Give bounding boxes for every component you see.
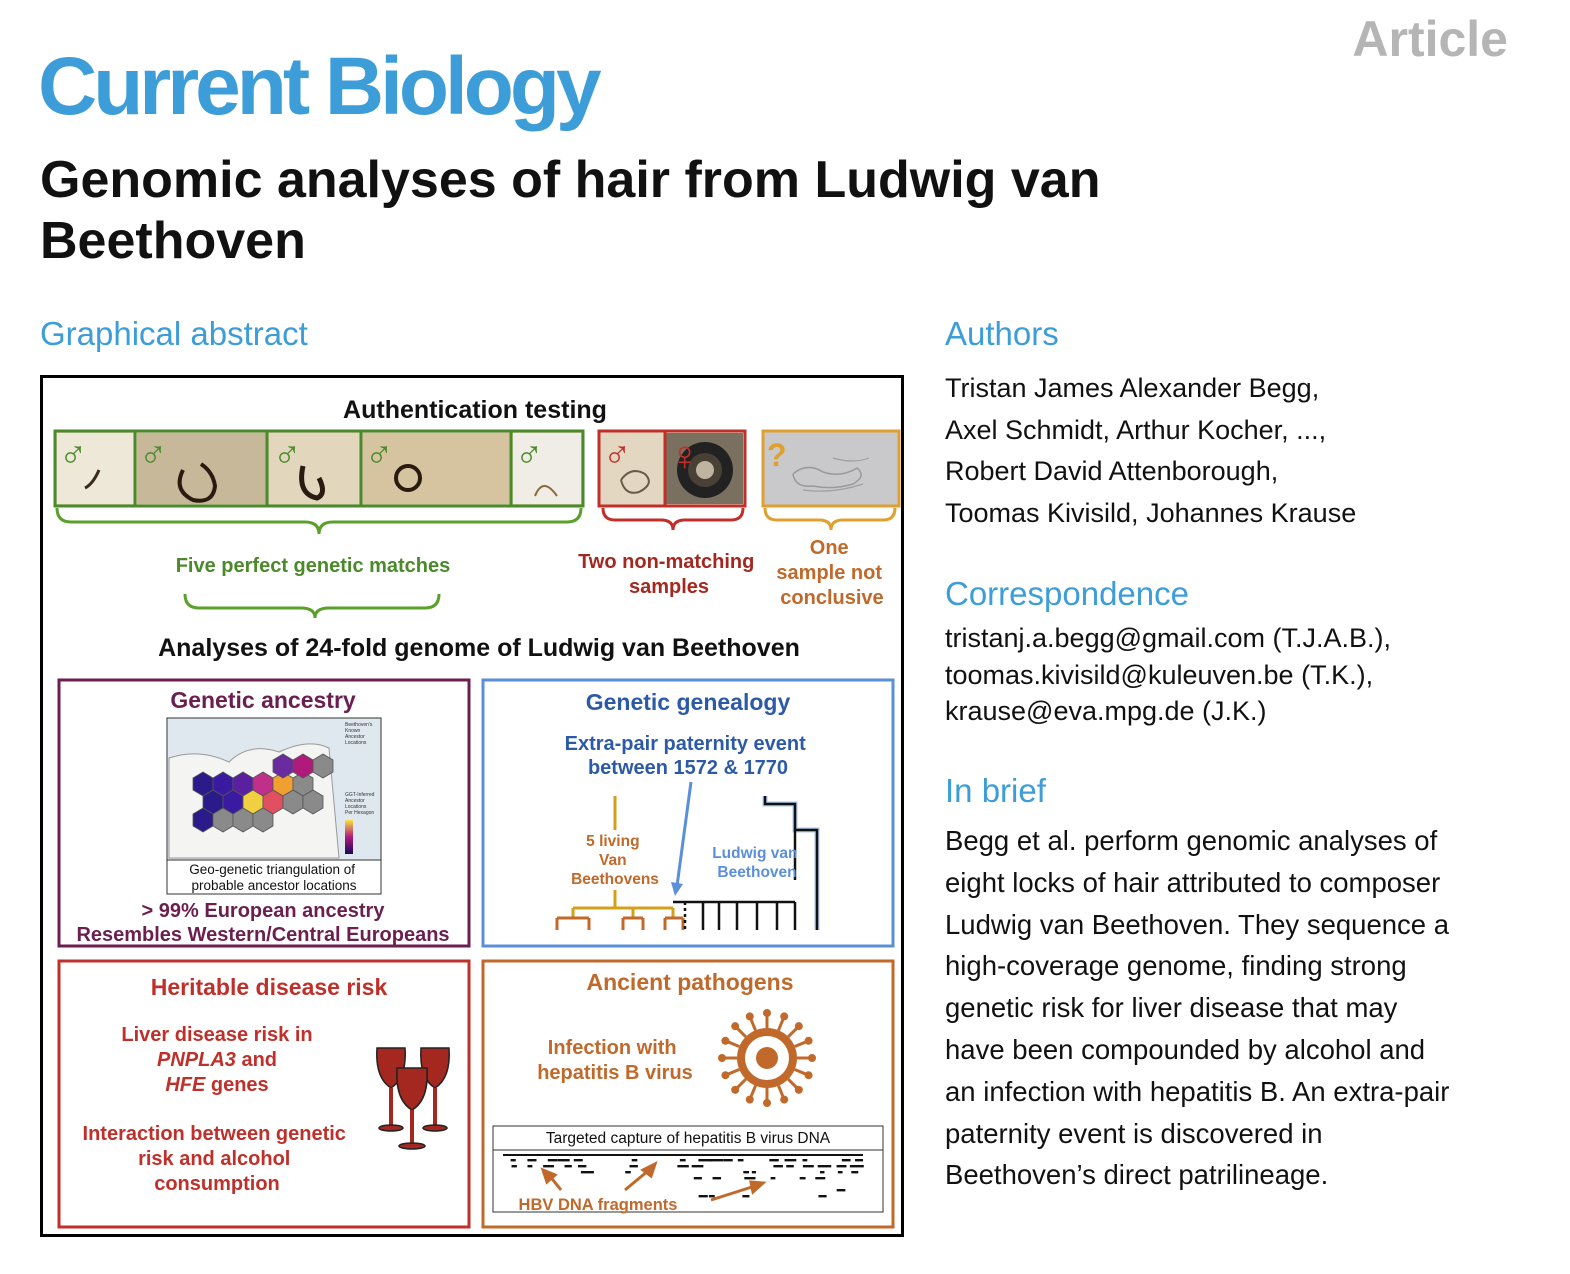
dna-read — [752, 1171, 756, 1173]
question-mark-icon: ? — [767, 437, 787, 473]
in-brief-line: Ludwig van Beethoven. They sequence a — [945, 908, 1450, 940]
virus-spike-tip — [795, 1086, 803, 1094]
virus-core — [756, 1047, 778, 1069]
correspondence-list — [945, 620, 1545, 730]
dna-read — [548, 1159, 558, 1161]
five-matches-label: Five perfect genetic matches — [175, 555, 451, 577]
in-brief-text — [945, 820, 1535, 1196]
virus-spike-tip — [731, 1086, 739, 1094]
genetic-ancestry-title: Genetic ancestry — [170, 687, 356, 713]
dna-read — [838, 1171, 843, 1173]
map-caption: Geo-genetic triangulation of probable ancestor locations — [189, 862, 357, 893]
ancient-pathogens-panel — [483, 961, 893, 1227]
dna-read — [692, 1165, 704, 1167]
resembles-europeans-text: Resembles Western/Central Europeans — [76, 924, 450, 946]
dna-read — [803, 1159, 808, 1161]
ludwig-lineage-tree — [673, 796, 817, 930]
dna-read — [528, 1165, 533, 1167]
male-symbol-icon: ♂ — [59, 433, 88, 475]
wine-glasses-icon — [377, 1048, 449, 1149]
dna-read — [512, 1165, 517, 1167]
in-brief-line: an infection with hepatitis B. An extra-pair — [945, 1075, 1450, 1107]
in-brief-heading: In brief — [945, 772, 1046, 809]
dna-read — [709, 1195, 715, 1197]
male-symbol-icon: ♂ — [515, 433, 544, 475]
dna-read — [709, 1159, 723, 1161]
virus-spike — [788, 1028, 796, 1036]
author-line: Toomas Kivisild, Johannes Krause — [945, 497, 1357, 528]
dna-read — [850, 1165, 864, 1167]
correspondence-email[interactable]: toomas.kivisild@kuleuven.be (T.K.), — [945, 659, 1374, 690]
authors-list — [945, 368, 1545, 534]
genetic-genealogy-panel — [483, 680, 893, 946]
virus-spike-tip — [746, 1012, 754, 1020]
virus-spike-tip — [808, 1054, 816, 1062]
event-arrow — [677, 782, 691, 886]
virus-spike-tip — [763, 1099, 771, 1107]
dna-read — [565, 1165, 572, 1167]
two-nonmatching-label: Two non-matching samples — [578, 551, 755, 598]
virus-spike — [788, 1079, 796, 1087]
dna-read — [742, 1195, 749, 1197]
dna-read — [625, 1171, 631, 1173]
hbv-fragments-label: HBV DNA fragments — [518, 1196, 678, 1214]
dna-read — [818, 1165, 832, 1167]
dna-read — [574, 1159, 583, 1161]
non-matching-samples-group — [599, 431, 745, 506]
virus-spike-tip — [805, 1037, 813, 1045]
dna-read — [820, 1171, 825, 1173]
graphical-abstract-svg — [43, 378, 907, 1240]
in-brief-line: genetic risk for liver disease that may — [945, 992, 1398, 1024]
virus-spike — [795, 1042, 806, 1047]
dna-read — [818, 1195, 826, 1197]
orange-brace — [765, 508, 895, 530]
female-symbol-icon: ♀ — [669, 432, 701, 479]
male-symbol-icon: ♂ — [365, 433, 394, 475]
living-beethovens-label: 5 living Van Beethovens — [571, 833, 659, 888]
dna-read — [771, 1177, 776, 1179]
virus-spike-tip — [746, 1096, 754, 1104]
dna-read — [743, 1171, 749, 1173]
dna-read — [855, 1159, 863, 1161]
extra-pair-paternity-text: Extra-pair paternity event between 1572 & 1770 — [564, 733, 806, 779]
dna-read — [511, 1159, 516, 1161]
dna-read — [786, 1165, 794, 1167]
dna-read — [581, 1171, 594, 1173]
virus-spike-tip — [795, 1022, 803, 1030]
in-brief-line: Beethoven’s direct patrilineage. — [945, 1159, 1329, 1191]
dna-read — [800, 1177, 806, 1179]
in-brief-line: eight locks of hair attributed to composer — [945, 866, 1441, 898]
virus-spike — [778, 1086, 783, 1097]
dna-read — [773, 1165, 783, 1167]
virus-spike — [778, 1019, 783, 1030]
dna-read — [738, 1159, 744, 1161]
male-symbol-icon: ♂ — [273, 433, 302, 475]
article-type-label: Article — [1352, 11, 1508, 67]
virus-spike — [751, 1019, 756, 1030]
genetic-ancestry-panel — [59, 680, 469, 946]
virus-spike — [751, 1086, 756, 1097]
liver-risk-line3: HFE genes — [165, 1074, 269, 1096]
matching-samples-group — [55, 431, 583, 506]
genome-analyses-title: Analyses of 24-fold genome of Ludwig van Beethoven — [158, 634, 800, 662]
dna-read — [630, 1165, 638, 1167]
dna-read — [543, 1165, 554, 1167]
dna-read — [842, 1159, 851, 1161]
green-brace-lower — [185, 594, 439, 618]
dna-read — [558, 1159, 570, 1161]
dna-read — [744, 1177, 755, 1179]
virus-spike-tip — [780, 1012, 788, 1020]
virus-spike — [795, 1069, 806, 1074]
in-brief-line: have been compounded by alcohol and — [945, 1033, 1426, 1065]
red-brace — [603, 508, 743, 530]
correspondence-heading: Correspondence — [945, 575, 1189, 612]
heritable-disease-panel — [59, 961, 469, 1227]
dna-read — [680, 1159, 686, 1161]
dna-read — [694, 1177, 702, 1179]
ludwig-label: Ludwig van Beethoven — [712, 845, 798, 881]
one-inconclusive-label: One sample not conclusive — [776, 537, 884, 609]
ancient-pathogens-title: Ancient pathogens — [586, 969, 794, 995]
dna-read — [723, 1159, 733, 1161]
liver-risk-line1: Liver disease risk in — [121, 1024, 313, 1046]
virus-spike-tip — [721, 1037, 729, 1045]
dna-read — [815, 1177, 825, 1179]
genetic-genealogy-title: Genetic genealogy — [585, 689, 791, 715]
svg-text:Beethoven'sKnownAncestorLocati: Beethoven's Known Ancestor Locations — [345, 722, 373, 746]
paper-title: Genomic analyses of hair from Ludwig van Beethoven — [40, 151, 1101, 270]
journal-name: Current Biology — [38, 41, 598, 132]
interaction-text: Interaction between genetic risk and alcohol consumption — [82, 1123, 346, 1195]
graphical-abstract-heading: Graphical abstract — [40, 315, 308, 352]
infection-text: Infection with hepatitis B virus — [537, 1037, 693, 1084]
virus-spike — [728, 1069, 739, 1074]
male-symbol-icon: ♂ — [603, 433, 632, 475]
svg-text:GGT-InferredAncestorLocationsP: GGT-Inferred Ancestor Locations Per Hexagon — [345, 792, 375, 816]
virus-spike-tip — [721, 1071, 729, 1079]
hepatitis-b-virus-icon — [718, 1009, 816, 1107]
dna-read — [632, 1159, 638, 1161]
dna-read — [837, 1165, 847, 1167]
dna-read — [803, 1165, 814, 1167]
virus-spike-tip — [763, 1009, 771, 1017]
dna-read — [713, 1177, 722, 1179]
in-brief-line: high-coverage genome, finding strong — [945, 950, 1407, 982]
dna-read — [527, 1159, 536, 1161]
dna-read — [785, 1159, 797, 1161]
virus-spike — [737, 1028, 745, 1036]
european-ancestry-text: > 99% European ancestry — [141, 900, 385, 922]
living-beethovens-branches — [557, 918, 683, 930]
correspondence-email[interactable]: tristanj.a.begg@gmail.com (T.J.A.B.), — [945, 623, 1392, 653]
virus-spike-tip — [731, 1022, 739, 1030]
dna-read — [851, 1171, 858, 1173]
heritable-disease-title: Heritable disease risk — [150, 974, 388, 1000]
virus-spike — [737, 1079, 745, 1087]
in-brief-line: paternity event is discovered in — [945, 1117, 1323, 1149]
virus-spike-tip — [718, 1054, 726, 1062]
correspondence-email[interactable]: krause@eva.mpg.de (J.K.) — [945, 696, 1267, 726]
dna-read — [578, 1165, 586, 1167]
authentication-testing-title: Authentication testing — [343, 396, 607, 424]
virus-spike — [728, 1042, 739, 1047]
author-line: Robert David Attenborough, — [945, 456, 1279, 486]
dna-read — [699, 1195, 708, 1197]
green-brace — [57, 508, 581, 534]
liver-risk-line2: PNPLA3 and — [156, 1049, 278, 1071]
targeted-capture-label: Targeted capture of hepatitis B virus DNA — [545, 1130, 831, 1147]
virus-spike-tip — [780, 1096, 788, 1104]
in-brief-line: Begg et al. perform genomic analyses of — [945, 825, 1438, 856]
author-line: Tristan James Alexander Begg, — [945, 373, 1320, 403]
color-scale-bar — [345, 820, 353, 854]
dna-read — [677, 1165, 688, 1167]
graphical-abstract-figure — [40, 375, 904, 1237]
male-symbol-icon: ♂ — [139, 433, 168, 475]
dna-read — [837, 1189, 846, 1191]
virus-spike-tip — [805, 1071, 813, 1079]
author-line: Axel Schmidt, Arthur Kocher, ..., — [945, 414, 1327, 445]
authors-heading: Authors — [945, 315, 1059, 352]
dna-read — [769, 1159, 778, 1161]
inconclusive-sample-group — [763, 431, 899, 506]
